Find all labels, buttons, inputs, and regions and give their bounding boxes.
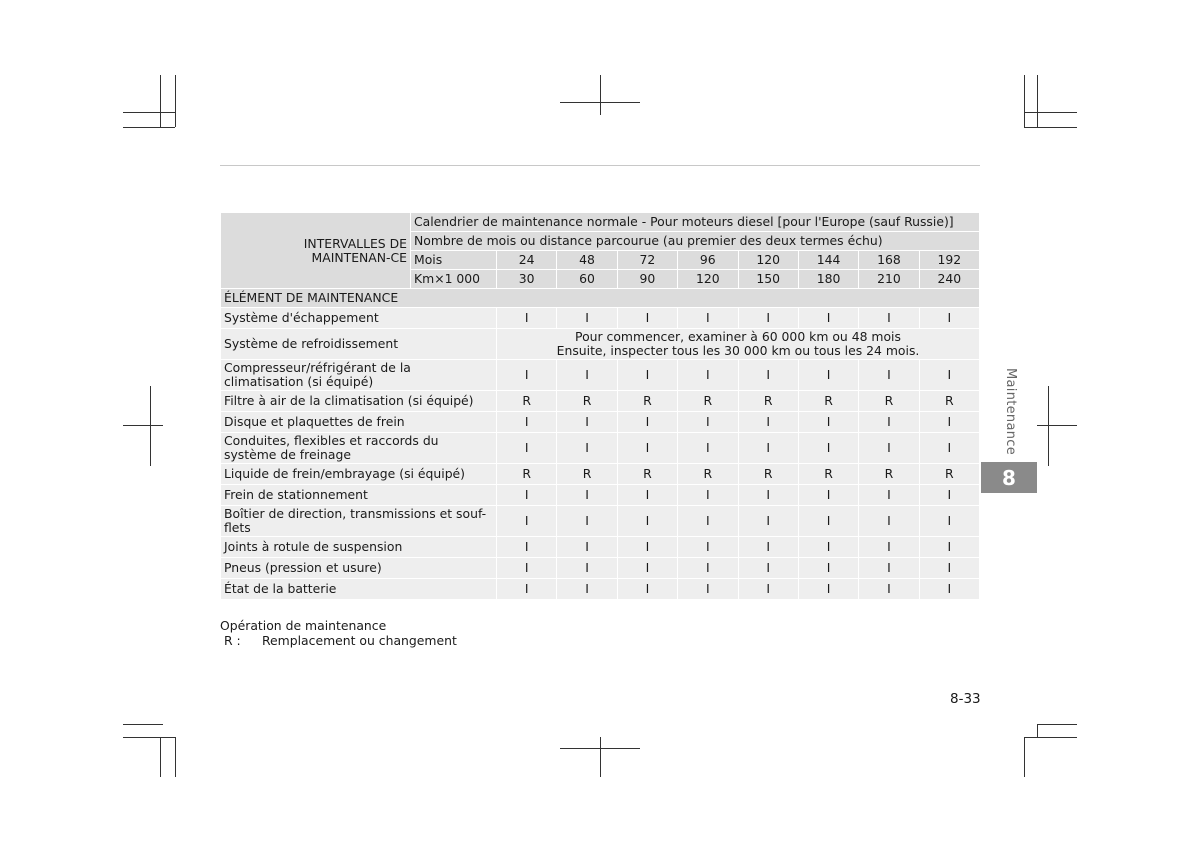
legend: [220, 618, 457, 648]
km-cell: 120: [678, 270, 738, 289]
legend-title: Opération de maintenance: [220, 618, 387, 633]
maintenance-value-cell: R: [919, 464, 979, 485]
maintenance-value-cell: I: [557, 537, 617, 558]
maintenance-value-cell: I: [798, 308, 858, 329]
maintenance-value-cell: I: [919, 506, 979, 537]
crop-mark: [1037, 724, 1038, 737]
maintenance-value-cell: R: [678, 464, 738, 485]
table-row: [221, 558, 980, 579]
table-row: [221, 360, 980, 391]
maintenance-value-cell: I: [859, 412, 919, 433]
legend-text: Remplacement ou changement: [262, 633, 457, 648]
maintenance-value-cell: I: [738, 308, 798, 329]
maintenance-item-label: Compresseur/réfrigérant de la climatisation (si équipé): [221, 360, 497, 391]
crop-mark: [1037, 724, 1077, 725]
maintenance-value-cell: I: [497, 537, 557, 558]
maintenance-value-cell: I: [738, 558, 798, 579]
maintenance-value-cell: I: [557, 579, 617, 600]
km-cell: 60: [557, 270, 617, 289]
maintenance-value-cell: R: [557, 464, 617, 485]
maintenance-value-cell: R: [859, 464, 919, 485]
maintenance-value-cell: I: [557, 433, 617, 464]
maintenance-value-cell: I: [738, 360, 798, 391]
months-cell: 192: [919, 251, 979, 270]
maintenance-item-label: Frein de stationnement: [221, 485, 497, 506]
crop-mark: [1024, 737, 1025, 777]
legend-item: [220, 633, 457, 648]
table-row: [221, 464, 980, 485]
maintenance-value-cell: I: [738, 412, 798, 433]
crop-mark: [560, 102, 640, 103]
crop-mark: [560, 748, 640, 749]
table-row: [221, 537, 980, 558]
maintenance-value-cell: I: [557, 412, 617, 433]
maintenance-value-cell: I: [678, 579, 738, 600]
maintenance-value-cell: I: [678, 412, 738, 433]
chapter-number: 8: [981, 462, 1037, 493]
maintenance-value-cell: I: [919, 537, 979, 558]
maintenance-value-cell: R: [859, 391, 919, 412]
maintenance-value-cell: I: [617, 558, 677, 579]
km-cell: 240: [919, 270, 979, 289]
intervals-label: INTERVALLES DE MAINTENAN-CE: [221, 213, 411, 289]
maintenance-item-label: Disque et plaquettes de frein: [221, 412, 497, 433]
maintenance-value-cell: I: [617, 412, 677, 433]
crop-mark: [1024, 127, 1077, 128]
maintenance-value-cell: I: [497, 360, 557, 391]
maintenance-value-cell: I: [497, 308, 557, 329]
maintenance-value-cell: R: [497, 464, 557, 485]
table-row: [221, 433, 980, 464]
maintenance-value-cell: I: [798, 579, 858, 600]
maintenance-item-label: État de la batterie: [221, 579, 497, 600]
maintenance-item-label: Système d'échappement: [221, 308, 497, 329]
table-title-row: [221, 213, 980, 232]
km-cell: 90: [617, 270, 677, 289]
element-header: ÉLÉMENT DE MAINTENANCE: [221, 289, 980, 308]
crop-mark: [1037, 425, 1077, 426]
maintenance-item-label: Joints à rotule de suspension: [221, 537, 497, 558]
maintenance-value-cell: R: [678, 391, 738, 412]
maintenance-value-cell: I: [798, 412, 858, 433]
km-cell: 210: [859, 270, 919, 289]
months-cell: 72: [617, 251, 677, 270]
maintenance-value-cell: I: [678, 433, 738, 464]
maintenance-value-cell: I: [497, 485, 557, 506]
months-cell: 120: [738, 251, 798, 270]
crop-mark: [1024, 737, 1077, 738]
maintenance-value-cell: I: [798, 558, 858, 579]
months-cell: 168: [859, 251, 919, 270]
maintenance-value-cell: I: [738, 506, 798, 537]
km-cell: 150: [738, 270, 798, 289]
maintenance-schedule-table: [220, 212, 980, 600]
maintenance-value-cell: I: [798, 433, 858, 464]
maintenance-value-cell: R: [617, 391, 677, 412]
maintenance-value-cell: R: [738, 464, 798, 485]
crop-mark: [123, 724, 163, 725]
crop-mark: [1048, 386, 1049, 466]
maintenance-value-cell: I: [557, 308, 617, 329]
maintenance-value-cell: I: [497, 433, 557, 464]
maintenance-value-cell: I: [738, 537, 798, 558]
maintenance-value-cell: I: [798, 506, 858, 537]
maintenance-value-cell: I: [557, 360, 617, 391]
maintenance-value-cell: I: [497, 412, 557, 433]
months-cell: 24: [497, 251, 557, 270]
maintenance-value-cell: I: [738, 579, 798, 600]
maintenance-value-cell: R: [738, 391, 798, 412]
maintenance-value-cell: I: [859, 308, 919, 329]
maintenance-value-cell: I: [859, 360, 919, 391]
maintenance-note: Pour commencer, examiner à 60 000 km ou 48 mois Ensuite, inspecter tous les 30 000 km ou tous les 24 mois.: [497, 329, 980, 360]
maintenance-value-cell: I: [798, 537, 858, 558]
km-cell: 30: [497, 270, 557, 289]
maintenance-item-label: Pneus (pression et usure): [221, 558, 497, 579]
crop-mark: [175, 75, 176, 127]
maintenance-value-cell: I: [798, 485, 858, 506]
maintenance-value-cell: I: [859, 485, 919, 506]
maintenance-item-label: Filtre à air de la climatisation (si équipé): [221, 391, 497, 412]
maintenance-value-cell: I: [919, 360, 979, 391]
maintenance-value-cell: I: [738, 485, 798, 506]
maintenance-value-cell: I: [617, 308, 677, 329]
maintenance-value-cell: I: [678, 485, 738, 506]
maintenance-value-cell: I: [859, 558, 919, 579]
km-cell: 180: [798, 270, 858, 289]
maintenance-value-cell: I: [919, 412, 979, 433]
maintenance-value-cell: I: [678, 506, 738, 537]
table-row: [221, 506, 980, 537]
crop-mark: [123, 737, 175, 738]
table-row: [221, 329, 980, 360]
maintenance-value-cell: I: [738, 433, 798, 464]
maintenance-item-label: Système de refroidissement: [221, 329, 497, 360]
side-tab-label: Maintenance: [1003, 368, 1018, 456]
crop-mark: [1024, 75, 1025, 127]
header-rule: [220, 165, 980, 166]
maintenance-value-cell: I: [497, 506, 557, 537]
maintenance-value-cell: I: [919, 558, 979, 579]
crop-mark: [160, 737, 161, 777]
maintenance-value-cell: R: [617, 464, 677, 485]
legend-key: R :: [224, 633, 241, 648]
maintenance-value-cell: I: [678, 558, 738, 579]
crop-mark: [175, 737, 176, 777]
maintenance-value-cell: I: [859, 579, 919, 600]
months-label: Mois: [411, 251, 497, 270]
km-label: Km×1 000: [411, 270, 497, 289]
months-cell: 144: [798, 251, 858, 270]
maintenance-value-cell: I: [919, 579, 979, 600]
table-row: [221, 485, 980, 506]
table-title: Calendrier de maintenance normale - Pour moteurs diesel [pour l'Europe (sauf Russie)]: [411, 213, 980, 232]
maintenance-item-label: Boîtier de direction, transmissions et souf-flets: [221, 506, 497, 537]
maintenance-value-cell: I: [617, 579, 677, 600]
maintenance-value-cell: I: [678, 360, 738, 391]
element-header-row: [221, 289, 980, 308]
maintenance-value-cell: I: [859, 433, 919, 464]
maintenance-value-cell: I: [557, 506, 617, 537]
crop-mark: [1024, 112, 1077, 113]
maintenance-value-cell: R: [557, 391, 617, 412]
maintenance-item-label: Liquide de frein/embrayage (si équipé): [221, 464, 497, 485]
months-cell: 96: [678, 251, 738, 270]
maintenance-value-cell: R: [919, 391, 979, 412]
maintenance-value-cell: I: [617, 433, 677, 464]
maintenance-value-cell: I: [678, 537, 738, 558]
maintenance-value-cell: R: [798, 464, 858, 485]
page-number: 8-33: [950, 691, 981, 707]
crop-mark: [600, 75, 601, 115]
maintenance-value-cell: I: [557, 485, 617, 506]
crop-mark: [123, 127, 175, 128]
table-row: [221, 412, 980, 433]
table-row: [221, 308, 980, 329]
table-subtitle: Nombre de mois ou distance parcourue (au premier des deux termes échu): [411, 232, 980, 251]
months-cell: 48: [557, 251, 617, 270]
maintenance-value-cell: I: [919, 308, 979, 329]
maintenance-value-cell: I: [557, 558, 617, 579]
maintenance-value-cell: I: [919, 433, 979, 464]
maintenance-value-cell: R: [798, 391, 858, 412]
table-row: [221, 391, 980, 412]
maintenance-value-cell: I: [859, 537, 919, 558]
crop-mark: [150, 386, 151, 466]
maintenance-value-cell: I: [497, 579, 557, 600]
maintenance-item-label: Conduites, flexibles et raccords du système de freinage: [221, 433, 497, 464]
crop-mark: [123, 425, 163, 426]
crop-mark: [600, 737, 601, 777]
maintenance-value-cell: I: [497, 558, 557, 579]
crop-mark: [123, 112, 175, 113]
maintenance-value-cell: I: [798, 360, 858, 391]
maintenance-value-cell: I: [859, 506, 919, 537]
maintenance-value-cell: I: [919, 485, 979, 506]
crop-mark: [1037, 75, 1038, 127]
maintenance-value-cell: I: [617, 506, 677, 537]
maintenance-value-cell: R: [497, 391, 557, 412]
maintenance-value-cell: I: [617, 485, 677, 506]
maintenance-value-cell: I: [678, 308, 738, 329]
table-row: [221, 579, 980, 600]
crop-mark: [160, 75, 161, 127]
maintenance-value-cell: I: [617, 360, 677, 391]
maintenance-value-cell: I: [617, 537, 677, 558]
